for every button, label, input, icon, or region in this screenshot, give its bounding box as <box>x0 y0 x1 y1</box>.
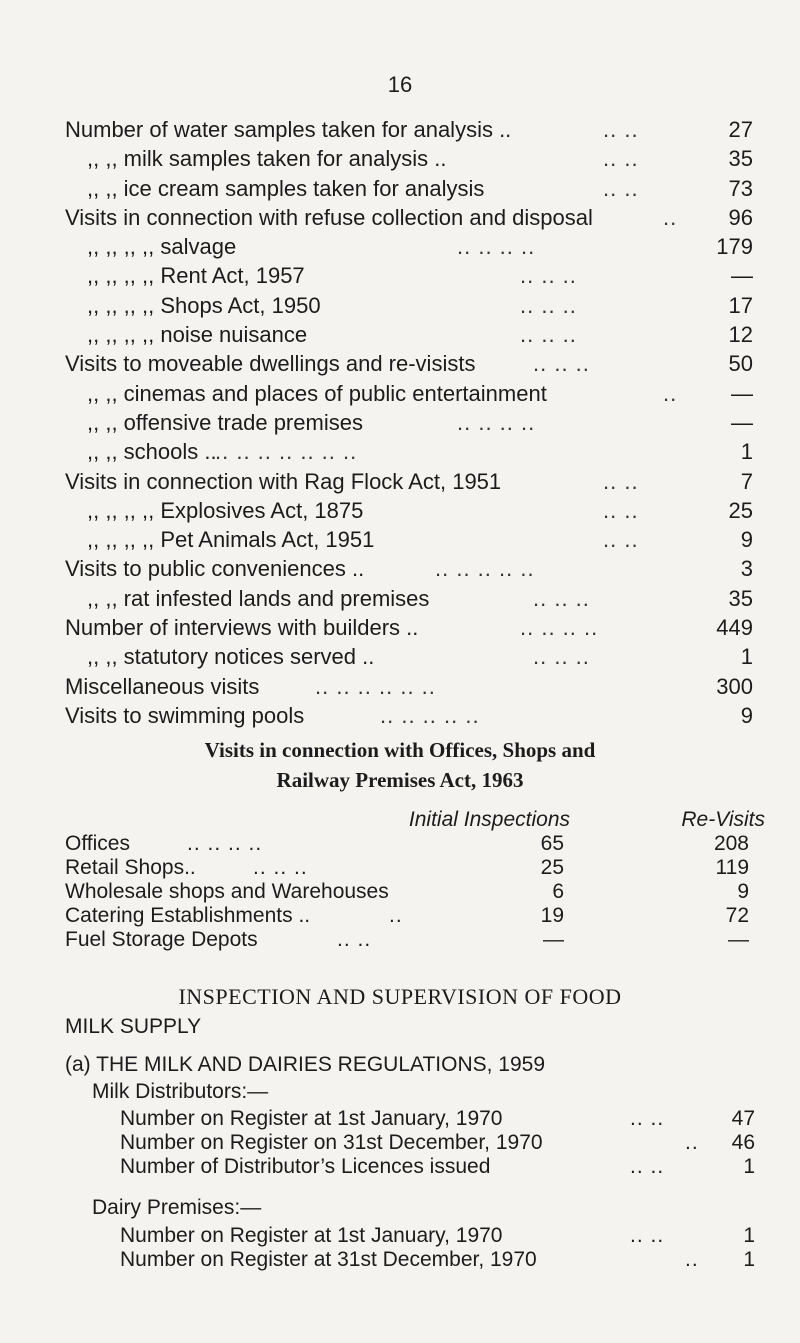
table-row <box>65 349 753 378</box>
list-item <box>65 1224 755 1248</box>
leader-dots: .. .. <box>630 1224 665 1247</box>
row-value: 50 <box>728 351 753 377</box>
table-row <box>65 642 753 671</box>
row-label: ,, ,, ,, ,, Rent Act, 1957 <box>87 263 305 289</box>
column-header-revisits: Re-Visits <box>681 808 765 831</box>
table-row <box>65 261 753 290</box>
row-value: — <box>731 409 753 435</box>
leader-dots: .. .. .. <box>533 644 590 670</box>
item-value: 1 <box>743 1248 755 1271</box>
dairy-label: Dairy Premises:— <box>92 1196 262 1219</box>
osr-table <box>65 808 765 952</box>
table-header <box>65 808 765 832</box>
item-value: 1 <box>743 1155 755 1178</box>
leader-dots: .. .. .. .. <box>457 409 536 435</box>
row-label: Miscellaneous visits <box>65 673 260 699</box>
row-label: Visits to swimming pools <box>65 702 305 728</box>
table-row <box>65 174 753 203</box>
revisits-value: 9 <box>737 880 749 903</box>
leader-dots: .. .. <box>603 527 639 553</box>
activity-table <box>65 115 753 730</box>
row-value: 9 <box>740 527 753 553</box>
list-item <box>65 1107 755 1131</box>
row-label: ,, ,, ,, ,, Explosives Act, 1875 <box>87 497 364 523</box>
row-label: Visits in connection with Rag Flock Act, 1951 <box>65 468 502 494</box>
row-label: Wholesale shops and Warehouses <box>65 880 389 903</box>
leader-dots: .. .. <box>603 146 639 172</box>
row-value: 7 <box>740 468 753 494</box>
row-label: Visits in connection with refuse collection and disposal <box>65 204 593 230</box>
table-row <box>65 584 753 613</box>
row-label: ,, ,, statutory notices served .. <box>87 644 375 670</box>
leader-dots: .. .. <box>603 468 639 494</box>
leader-dots: .. .. .. <box>253 856 308 879</box>
row-label: ,, ,, ,, ,, noise nuisance <box>87 322 308 348</box>
initial-value: 25 <box>540 856 564 879</box>
leader-dots: .. .. .. <box>533 585 590 611</box>
food-heading: INSPECTION AND SUPERVISION OF FOOD <box>178 984 622 1009</box>
table-row <box>65 496 753 525</box>
leader-dots: .. .. .. <box>520 292 577 318</box>
item-value: 47 <box>731 1107 755 1130</box>
page-number: 16 <box>387 72 413 97</box>
row-value: 9 <box>740 702 753 728</box>
row-value: 96 <box>728 204 753 230</box>
table-row <box>65 379 753 408</box>
row-label: Retail Shops.. <box>65 856 196 879</box>
section-heading: Visits in connection with Offices, Shops and <box>204 738 596 762</box>
table-row <box>65 144 753 173</box>
row-value: 1 <box>740 644 753 670</box>
distributors-label: Milk Distributors:— <box>92 1080 269 1103</box>
row-label: Fuel Storage Depots <box>65 928 258 951</box>
initial-value: 6 <box>552 880 564 903</box>
revisits-value: 208 <box>713 832 749 855</box>
item-label: Number on Register at 31st December, 1970 <box>120 1248 537 1271</box>
section-heading-line2: Railway Premises Act, 1963 <box>276 768 524 792</box>
row-label: Number of water samples taken for analysis .. <box>65 117 512 142</box>
row-label: Offices <box>65 832 130 855</box>
initial-value: 65 <box>540 832 564 855</box>
table-row <box>65 672 753 701</box>
leader-dots: .. <box>663 204 678 230</box>
row-label: ,, ,, ice cream samples taken for analysis <box>87 175 485 201</box>
leader-dots: .. .. .. <box>533 351 590 377</box>
row-label: Visits to public conveniences .. <box>65 556 365 582</box>
row-value: 17 <box>728 292 753 318</box>
row-label: ,, ,, offensive trade premises <box>87 409 363 435</box>
initial-value: — <box>543 928 564 951</box>
table-row <box>65 115 753 144</box>
table-row <box>65 437 753 466</box>
row-value: 179 <box>716 234 753 260</box>
row-value: 1 <box>740 439 753 465</box>
item-label: Number on Register at 1st January, 1970 <box>120 1224 503 1247</box>
leader-dots: .. <box>685 1248 699 1271</box>
leader-dots: .. .. .. .. .. <box>435 556 535 582</box>
list-item <box>65 1248 755 1272</box>
row-value: 300 <box>716 673 753 699</box>
item-label: Number of Distributor’s Licences issued <box>120 1155 491 1178</box>
table-row <box>65 203 753 232</box>
initial-value: 19 <box>540 904 564 927</box>
revisits-value: 72 <box>725 904 749 927</box>
leader-dots: .. .. .. .. <box>520 615 599 641</box>
column-header-initial: Initial Inspections <box>408 808 570 831</box>
leader-dots: .. .. .. .. <box>457 234 536 260</box>
table-row <box>65 232 753 261</box>
distributors-list <box>65 1107 755 1179</box>
list-item <box>65 1131 755 1155</box>
row-label: ,, ,, ,, ,, Pet Animals Act, 1951 <box>87 527 375 553</box>
leader-dots: .. .. <box>630 1155 665 1178</box>
table-row <box>65 880 765 904</box>
row-label: ,, ,, cinemas and places of public entertainment <box>87 380 547 406</box>
leader-dots: .. .. .. .. .. <box>380 702 480 728</box>
table-row <box>65 928 765 952</box>
table-row <box>65 408 753 437</box>
table-row <box>65 856 765 880</box>
leader-dots: .. .. <box>630 1107 665 1130</box>
milk-supply-heading: MILK SUPPLY <box>65 1015 202 1038</box>
row-value: 3 <box>740 556 753 582</box>
table-row <box>65 467 753 496</box>
row-value: 25 <box>728 497 753 523</box>
table-row <box>65 291 753 320</box>
item-label: Number on Register at 1st January, 1970 <box>120 1107 503 1130</box>
row-value: 12 <box>728 322 753 348</box>
table-row <box>65 832 765 856</box>
table-row <box>65 613 753 642</box>
leader-dots: .. .. .. <box>520 263 577 289</box>
revisits-value: 119 <box>715 856 749 879</box>
item-value: 1 <box>743 1224 755 1247</box>
revisits-value: — <box>728 928 749 951</box>
dairy-list <box>65 1224 755 1272</box>
leader-dots: .. <box>663 380 678 406</box>
item-value: 46 <box>731 1131 755 1154</box>
table-row <box>65 701 753 730</box>
leader-dots: .. .. .. .. .. .. <box>315 673 436 699</box>
row-value: 35 <box>728 146 753 172</box>
row-value: 27 <box>728 117 753 142</box>
row-value: 35 <box>728 585 753 611</box>
table-row <box>65 320 753 349</box>
row-value: — <box>731 263 753 289</box>
row-value: — <box>731 380 753 406</box>
row-label: Catering Establishments .. <box>65 904 311 927</box>
row-label: ,, ,, schools .. <box>87 439 217 465</box>
leader-dots: .. <box>389 904 403 927</box>
leader-dots: .. .. <box>603 497 639 523</box>
row-label: ,, ,, ,, ,, Shops Act, 1950 <box>87 292 321 318</box>
leader-dots: .. .. .. .. <box>187 832 263 855</box>
row-label: Visits to moveable dwellings and re-visists <box>65 351 476 377</box>
row-label: ,, ,, ,, ,, salvage <box>87 234 237 260</box>
leader-dots: .. .. <box>603 175 639 201</box>
table-row <box>65 554 753 583</box>
row-value: 449 <box>716 615 753 641</box>
leader-dots: .. .. <box>337 928 372 951</box>
leader-dots: .. .. .. <box>520 322 577 348</box>
leader-dots: .. .. <box>603 117 639 142</box>
leader-dots: .. .. .. .. .. .. .. <box>215 439 358 465</box>
regulations-heading: (a) THE MILK AND DAIRIES REGULATIONS, 1959 <box>65 1053 546 1076</box>
item-label: Number on Register on 31st December, 1970 <box>120 1131 543 1154</box>
list-item <box>65 1155 755 1179</box>
row-value: 73 <box>728 175 753 201</box>
table-row <box>65 904 765 928</box>
leader-dots: .. <box>685 1131 699 1154</box>
row-label: ,, ,, rat infested lands and premises <box>87 585 430 611</box>
row-label: ,, ,, milk samples taken for analysis .. <box>87 146 447 172</box>
table-row <box>65 525 753 554</box>
row-label: Number of interviews with builders .. <box>65 615 419 641</box>
